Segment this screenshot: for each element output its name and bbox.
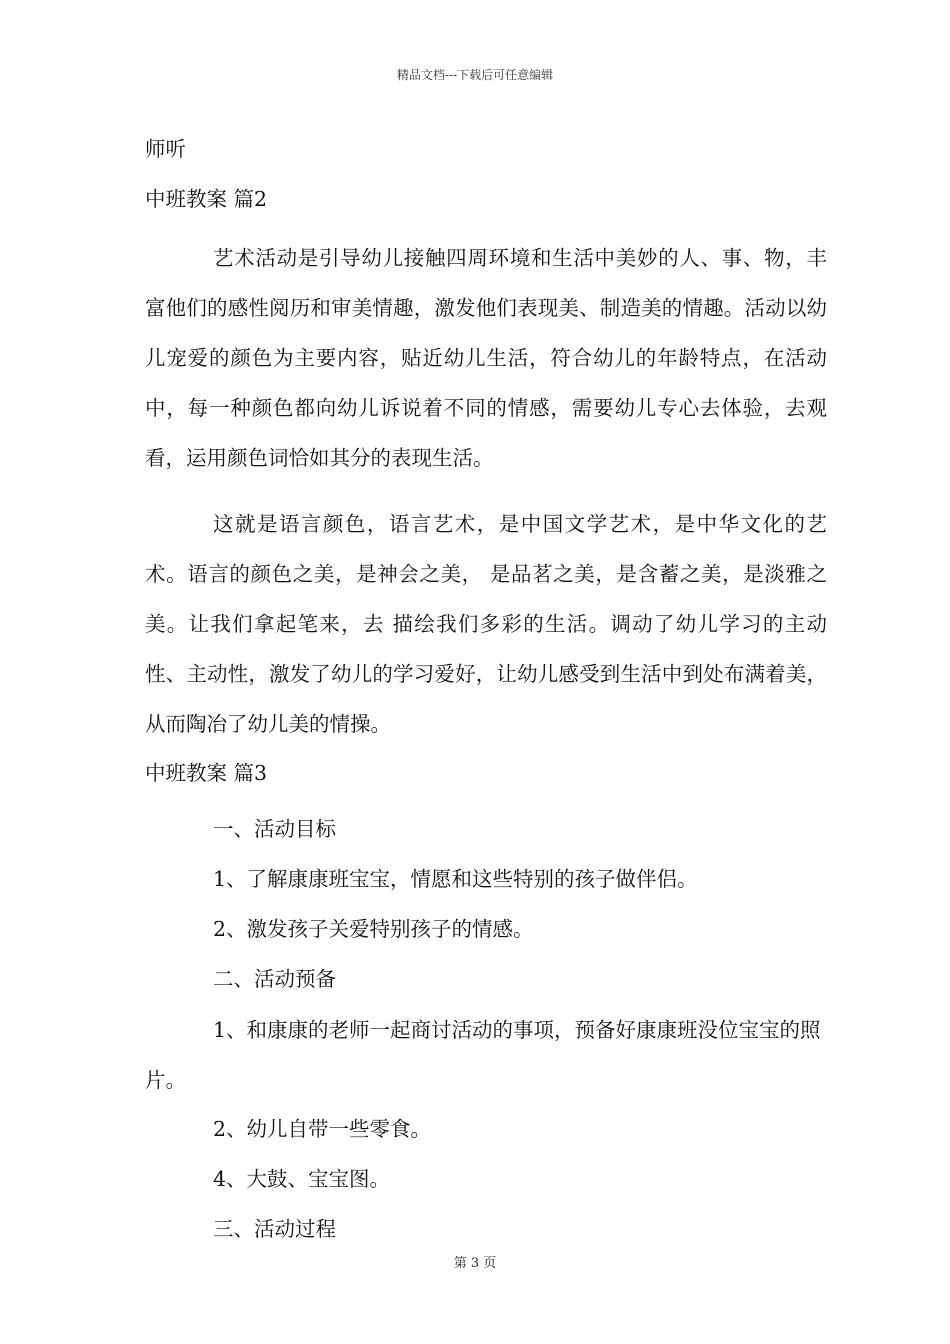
page-number: 第 3 页 [453, 1256, 497, 1271]
list-item: 一、活动目标 [213, 817, 336, 841]
list-item: 4、大鼓、宝宝图。 [213, 1167, 391, 1191]
list-item: 1、和康康的老师一起商讨活动的事项，预备好康康班没位宝宝的照片。 [145, 1018, 821, 1092]
paragraph: 艺术活动是引导幼儿接触四周环境和生活中美妙的人、事、物，丰富他们的感性阅历和审美情趣，激发他们表现美、制造美的情趣。活动以幼儿宠爱的颜色为主要内容，贴近幼儿生活，符合幼儿的年龄特点，在活动中，每一种颜色都向幼儿诉说着不同的情感，需要幼儿专心去体验，去观看，运用颜色词恰如其分的表现生活。 [145, 246, 827, 470]
section-heading: 中班教案 篇2 [145, 187, 268, 211]
list-item: 二、活动预备 [213, 967, 336, 991]
list-item: 1、了解康康班宝宝，情愿和这些特别的孩子做伴侣。 [213, 867, 698, 891]
section-heading: 中班教案 篇3 [145, 761, 268, 785]
document-body [145, 131, 827, 1261]
list-item: 三、活动过程 [213, 1217, 336, 1241]
page-header: 精品文档---下载后可任意编辑 [396, 68, 554, 82]
text-line: 师听 [145, 137, 186, 161]
paragraph: 这就是语言颜色，语言艺术，是中国文学艺术，是中华文化的艺术。语言的颜色之美，是神会之美， 是品茗之美，是含蓄之美，是淡雅之美。让我们拿起笔来，去 描绘我们多彩的生活。调动了幼儿学习的主动性、主动性，激发了幼儿的学习爱好，让幼儿感受到生活中到处布满着美，从而陶冶了幼儿美的情操。 [145, 512, 827, 736]
list-item: 2、激发孩子关爱特别孩子的情感。 [213, 917, 534, 941]
list-item: 2、幼儿自带一些零食。 [213, 1117, 432, 1141]
